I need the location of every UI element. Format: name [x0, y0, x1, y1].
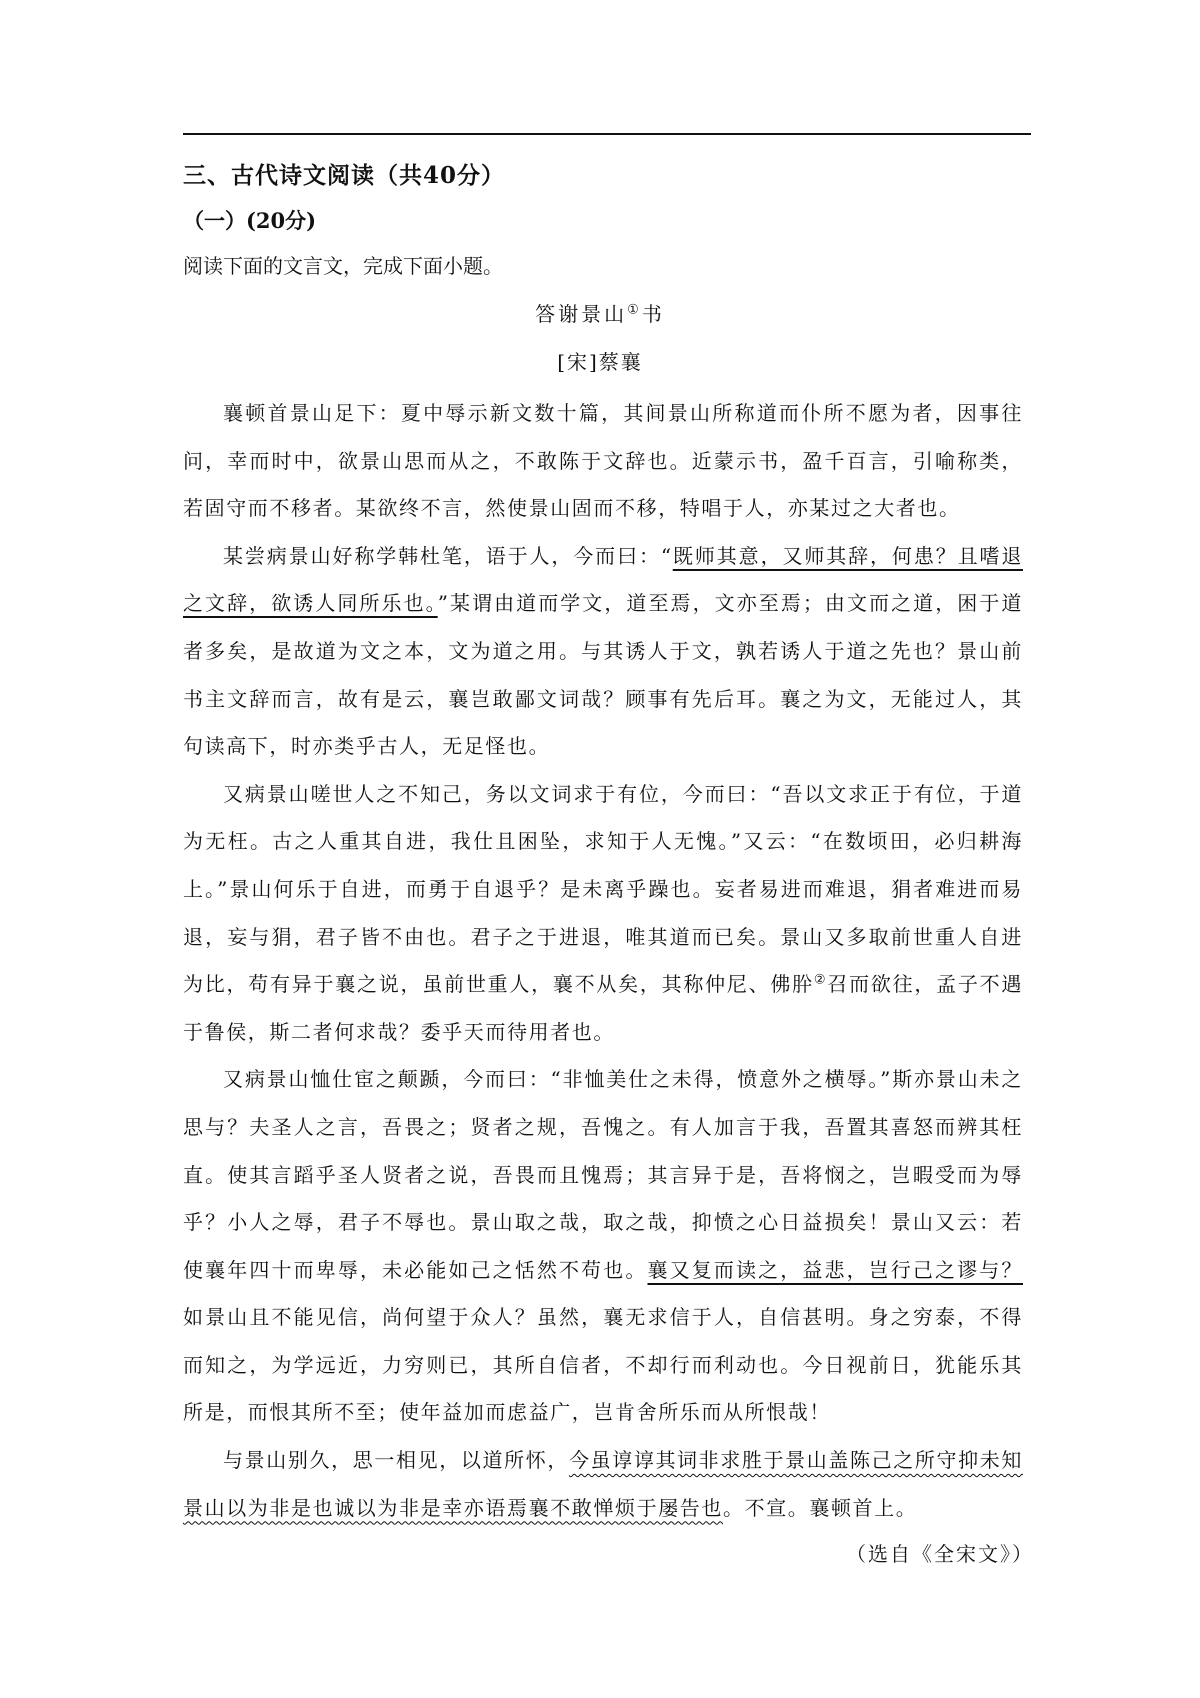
- essay-author: [宋]蔡襄: [557, 350, 643, 374]
- paragraph-1: 襄顿首景山足下：夏中辱示新文数十篇，其间景山所称道而仆所不愿为者，因事往问，幸而时中，欲景山思而从之，不敢陈于文辞也。近蒙示书，盈千百言，引喻称类，若固守而不移者。某欲终不言，然使景山固而不移，特唱于人，亦某过之大者也。: [183, 401, 1023, 521]
- paragraph-3-text-a: 又病景山嗟世人之不知己，务以文词求于有位，今而曰：“吾以文求正于有位，于道为无枉。古之人重其自进，我仕且困坠，求知于人无愧。”又云：“在数顷田，必归耕海上。”景山何乐于自进，而勇于自退乎？是未离乎躁也。妄者易进而难退，狷者难进而易退，妄与狷，君子皆不由也。君子之于进退，唯其道而已矣。景山又多取前世重人自进为比，苟有异于襄之说，虽前世重人，襄不从矣，其称仲尼、佛肸: [183, 781, 1023, 997]
- paragraph-5-text-b: 。不宣。襄顿首上。: [723, 1495, 918, 1520]
- subsection-title: （一）(20分): [183, 208, 317, 233]
- paragraph-3-text-b: 召而欲往，孟子不遇于鲁侯，斯二者何求哉？委乎天而待用者也。: [183, 972, 1023, 1044]
- paragraph-4-text-a: 又病景山恤仕宦之颠踬，今而曰：“非恤美仕之未得，愤意外之横辱。”斯亦景山未之思与？夫圣人之言，吾畏之；贤者之规，吾愧之。有人加言于我，吾置其喜怒而辨其枉直。使其言蹈乎圣人贤者之说，吾畏而且愧焉；其言异于是，吾将悯之，岂暇受而为辱乎？小人之辱，君子不辱也。景山取之哉，取之哉，抑愤之心日益损矣！景山又云：若使襄年四十而卑辱，未必能如己之恬然不苟也。: [183, 1067, 1023, 1282]
- paragraph-2: [183, 533, 1023, 771]
- title-footnote-marker: ①: [627, 302, 642, 318]
- paragraph-4: [183, 1056, 1023, 1437]
- source-citation: （选自《全宋文》）: [846, 1542, 1034, 1566]
- wavy-underlined-passage: 今虽谆谆其词非求胜于景山盖陈己之所守抑未知景山以为非是也诚以为非是幸亦语焉襄不敢惮烦于屡告也: [183, 1448, 1023, 1520]
- section-title: 三、古代诗文阅读（共40分）: [183, 162, 506, 189]
- paragraph-3: [183, 771, 1023, 1057]
- paragraph-2-text-b: ”某谓由道而学文，道至焉，文亦至焉；由文而之道，困于道者多矣，是故道为文之本，文为道之用。与其诱人于文，孰若诱人于道之先也？景山前书主文辞而言，故有是云，襄岂敢鄙文词哉？顾事有先后耳。襄之为文，无能过人，其句读高下，时亦类乎古人，无足怪也。: [183, 591, 1023, 759]
- essay-title-suffix: 书: [641, 302, 665, 326]
- paragraph-5: [183, 1437, 1023, 1532]
- underlined-sentence-2: 襄又复而读之，益悲，岂行己之谬与？: [647, 1257, 1023, 1282]
- paragraph-5-text-a: 与景山别久，思一相见，以道所怀，: [223, 1448, 569, 1473]
- essay-title-main: 答谢景山: [535, 302, 628, 326]
- footnote-marker-2: ②: [813, 972, 828, 988]
- essay-body: [183, 390, 1023, 1532]
- paragraph-4-text-b: 如景山且不能见信，尚何望于众人？虽然，襄无求信于人，自信甚明。身之穷泰，不得而知之，为学远近，力穷则已，其所自信者，不却行而利动也。今日视前日，犹能乐其所是，而恨其所不至；使年益加而虑益广，岂肯舍所乐而从所恨哉！: [183, 1305, 1023, 1425]
- essay-title: [0, 298, 1200, 327]
- instruction-text: 阅读下面的文言文，完成下面小题。: [183, 254, 503, 278]
- underlined-sentence-1: 既师其意，又师其辞，何患？且嗜退之文辞，欲诱人同所乐也。: [183, 543, 1023, 616]
- top-rule: [183, 133, 1031, 135]
- paragraph-2-text-a: 某尝病景山好称学韩杜笔，语于人，今而曰：“: [223, 543, 673, 568]
